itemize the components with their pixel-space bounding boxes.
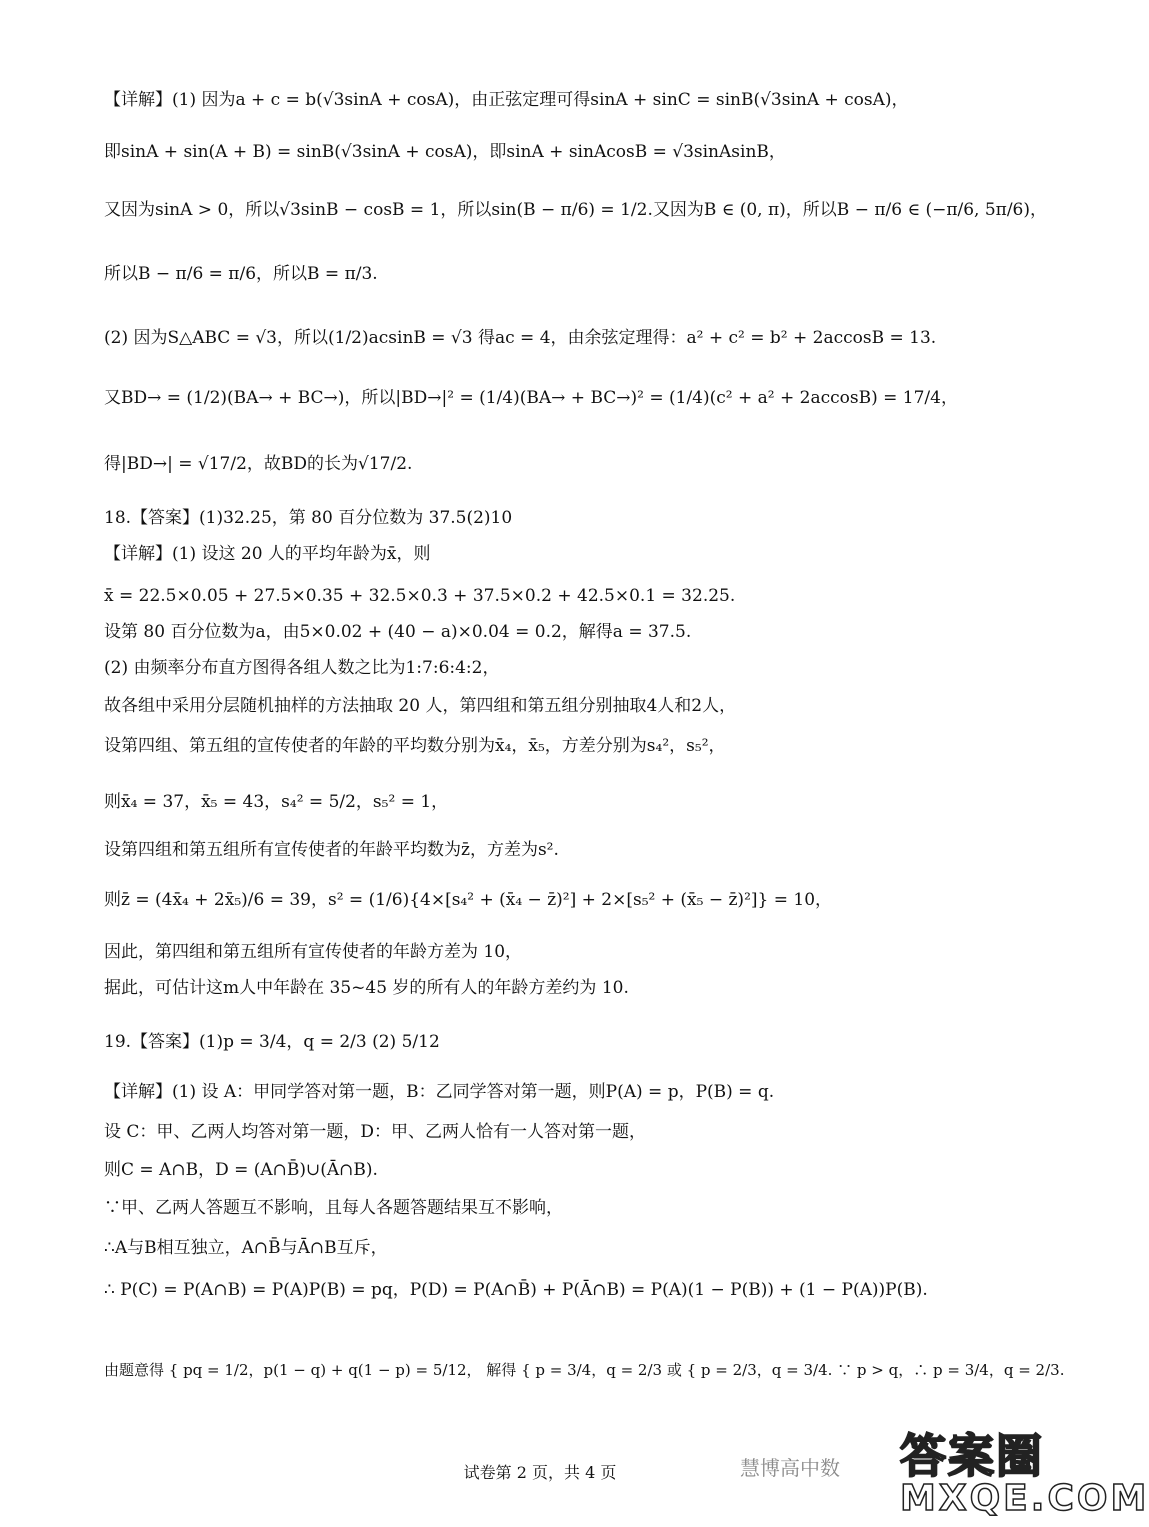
text-line: ∴A与B相互独立，A∩B̄与Ā∩B互斥， <box>104 1238 388 1258</box>
text-line: 又BD→ = (1/2)(BA→ + BC→)，所以|BD→|² = (1/4)(BA→ + BC→)² = (1/4)(c² + a² + 2accosB) = 17/4， <box>104 388 958 408</box>
text-line: 即sinA + sin(A + B) = sinB(√3sinA + cosA)，即sinA + sinAcosB = √3sinAsinB， <box>104 142 786 162</box>
text-line: 设第四组、第五组的宣传使者的年龄的平均数分别为x̄₄，x̄₅，方差分别为s₄²，s₅²， <box>104 736 726 756</box>
text-line: 据此，可估计这m人中年龄在 35~45 岁的所有人的年龄方差约为 10. <box>104 978 629 998</box>
text-line: 则C = A∩B，D = (A∩B̄)∪(Ā∩B). <box>104 1160 378 1180</box>
watermark <box>740 1420 1149 1520</box>
text-line: 设 C：甲、乙两人均答对第一题，D：甲、乙两人恰有一人答对第一题， <box>104 1122 647 1142</box>
text-line: 所以B − π/6 = π/6，所以B = π/3. <box>104 264 378 284</box>
text-line: ∴ P(C) = P(A∩B) = P(A)P(B) = pq，P(D) = P(A∩B̄) + P(Ā∩B) = P(A)(1 − P(B)) + (1 − P(A))P(B). <box>104 1280 928 1300</box>
text-line: 设第四组和第五组所有宣传使者的年龄平均数为z̄，方差为s². <box>104 840 559 860</box>
text-line: 得|BD→| = √17/2，故BD的长为√17/2. <box>104 454 413 474</box>
text-line: 又因为sinA > 0，所以√3sinB − cosB = 1，所以sin(B − π/6) = 1/2.又因为B ∈ (0, π)，所以B − π/6 ∈ (−π/6, 5π/6)， <box>104 200 1048 220</box>
text-line: (2) 由频率分布直方图得各组人数之比为1:7:6:4:2， <box>104 658 500 678</box>
watermark-logo-bottom: MXQE.COM <box>900 1478 1149 1519</box>
text-line: (2) 因为S△ABC = √3，所以(1/2)acsinB = √3 得ac = 4，由余弦定理得：a² + c² = b² + 2accosB = 13. <box>104 328 937 348</box>
text-line: 由题意得 { pq = 1/2，p(1 − q) + q(1 − p) = 5/12， 解得 { p = 3/4，q = 2/3 或 { p = 2/3，q = 3/4. ∵ p > q，∴ p = 3/4，q = 2/3. <box>104 1361 1065 1379</box>
text-line: 则z̄ = (4x̄₄ + 2x̄₅)/6 = 39，s² = (1/6){4×[s₄² + (x̄₄ − z̄)²] + 2×[s₅² + (x̄₅ − z̄)²]} = 10， <box>104 890 833 910</box>
watermark-logo-top: 答案圈 <box>900 1429 1044 1483</box>
text-line: 因此，第四组和第五组所有宣传使者的年龄方差为 10， <box>104 942 523 962</box>
text-line: 则x̄₄ = 37，x̄₅ = 43，s₄² = 5/2，s₅² = 1， <box>104 792 449 812</box>
text-line: 【详解】(1) 设 A：甲同学答对第一题，B：乙同学答对第一题，则P(A) = p，P(B) = q. <box>104 1082 775 1102</box>
watermark-brand: 慧博高中数 <box>740 1456 840 1480</box>
page-footer: 试卷第 2 页，共 4 页 <box>463 1463 617 1482</box>
text-line: 故各组中采用分层随机抽样的方法抽取 20 人，第四组和第五组分别抽取4人和2人， <box>104 696 737 716</box>
text-line: 【详解】(1) 因为a + c = b(√3sinA + cosA)，由正弦定理可得sinA + sinC = sinB(√3sinA + cosA)， <box>104 90 909 110</box>
answer-heading: 19.【答案】(1)p = 3/4，q = 2/3 (2) 5/12 <box>104 1032 440 1052</box>
text-line: ∵甲、乙两人答题互不影响，且每人各题答题结果互不影响， <box>104 1198 563 1218</box>
text-line: 【详解】(1) 设这 20 人的平均年龄为x̄，则 <box>104 544 431 564</box>
text-line: 设第 80 百分位数为a，由5×0.02 + (40 − a)×0.04 = 0.2，解得a = 37.5. <box>104 622 692 642</box>
answer-heading: 18.【答案】(1)32.25，第 80 百分位数为 37.5(2)10 <box>104 508 513 528</box>
text-line: x̄ = 22.5×0.05 + 27.5×0.35 + 32.5×0.3 + 37.5×0.2 + 42.5×0.1 = 32.25. <box>104 586 736 606</box>
